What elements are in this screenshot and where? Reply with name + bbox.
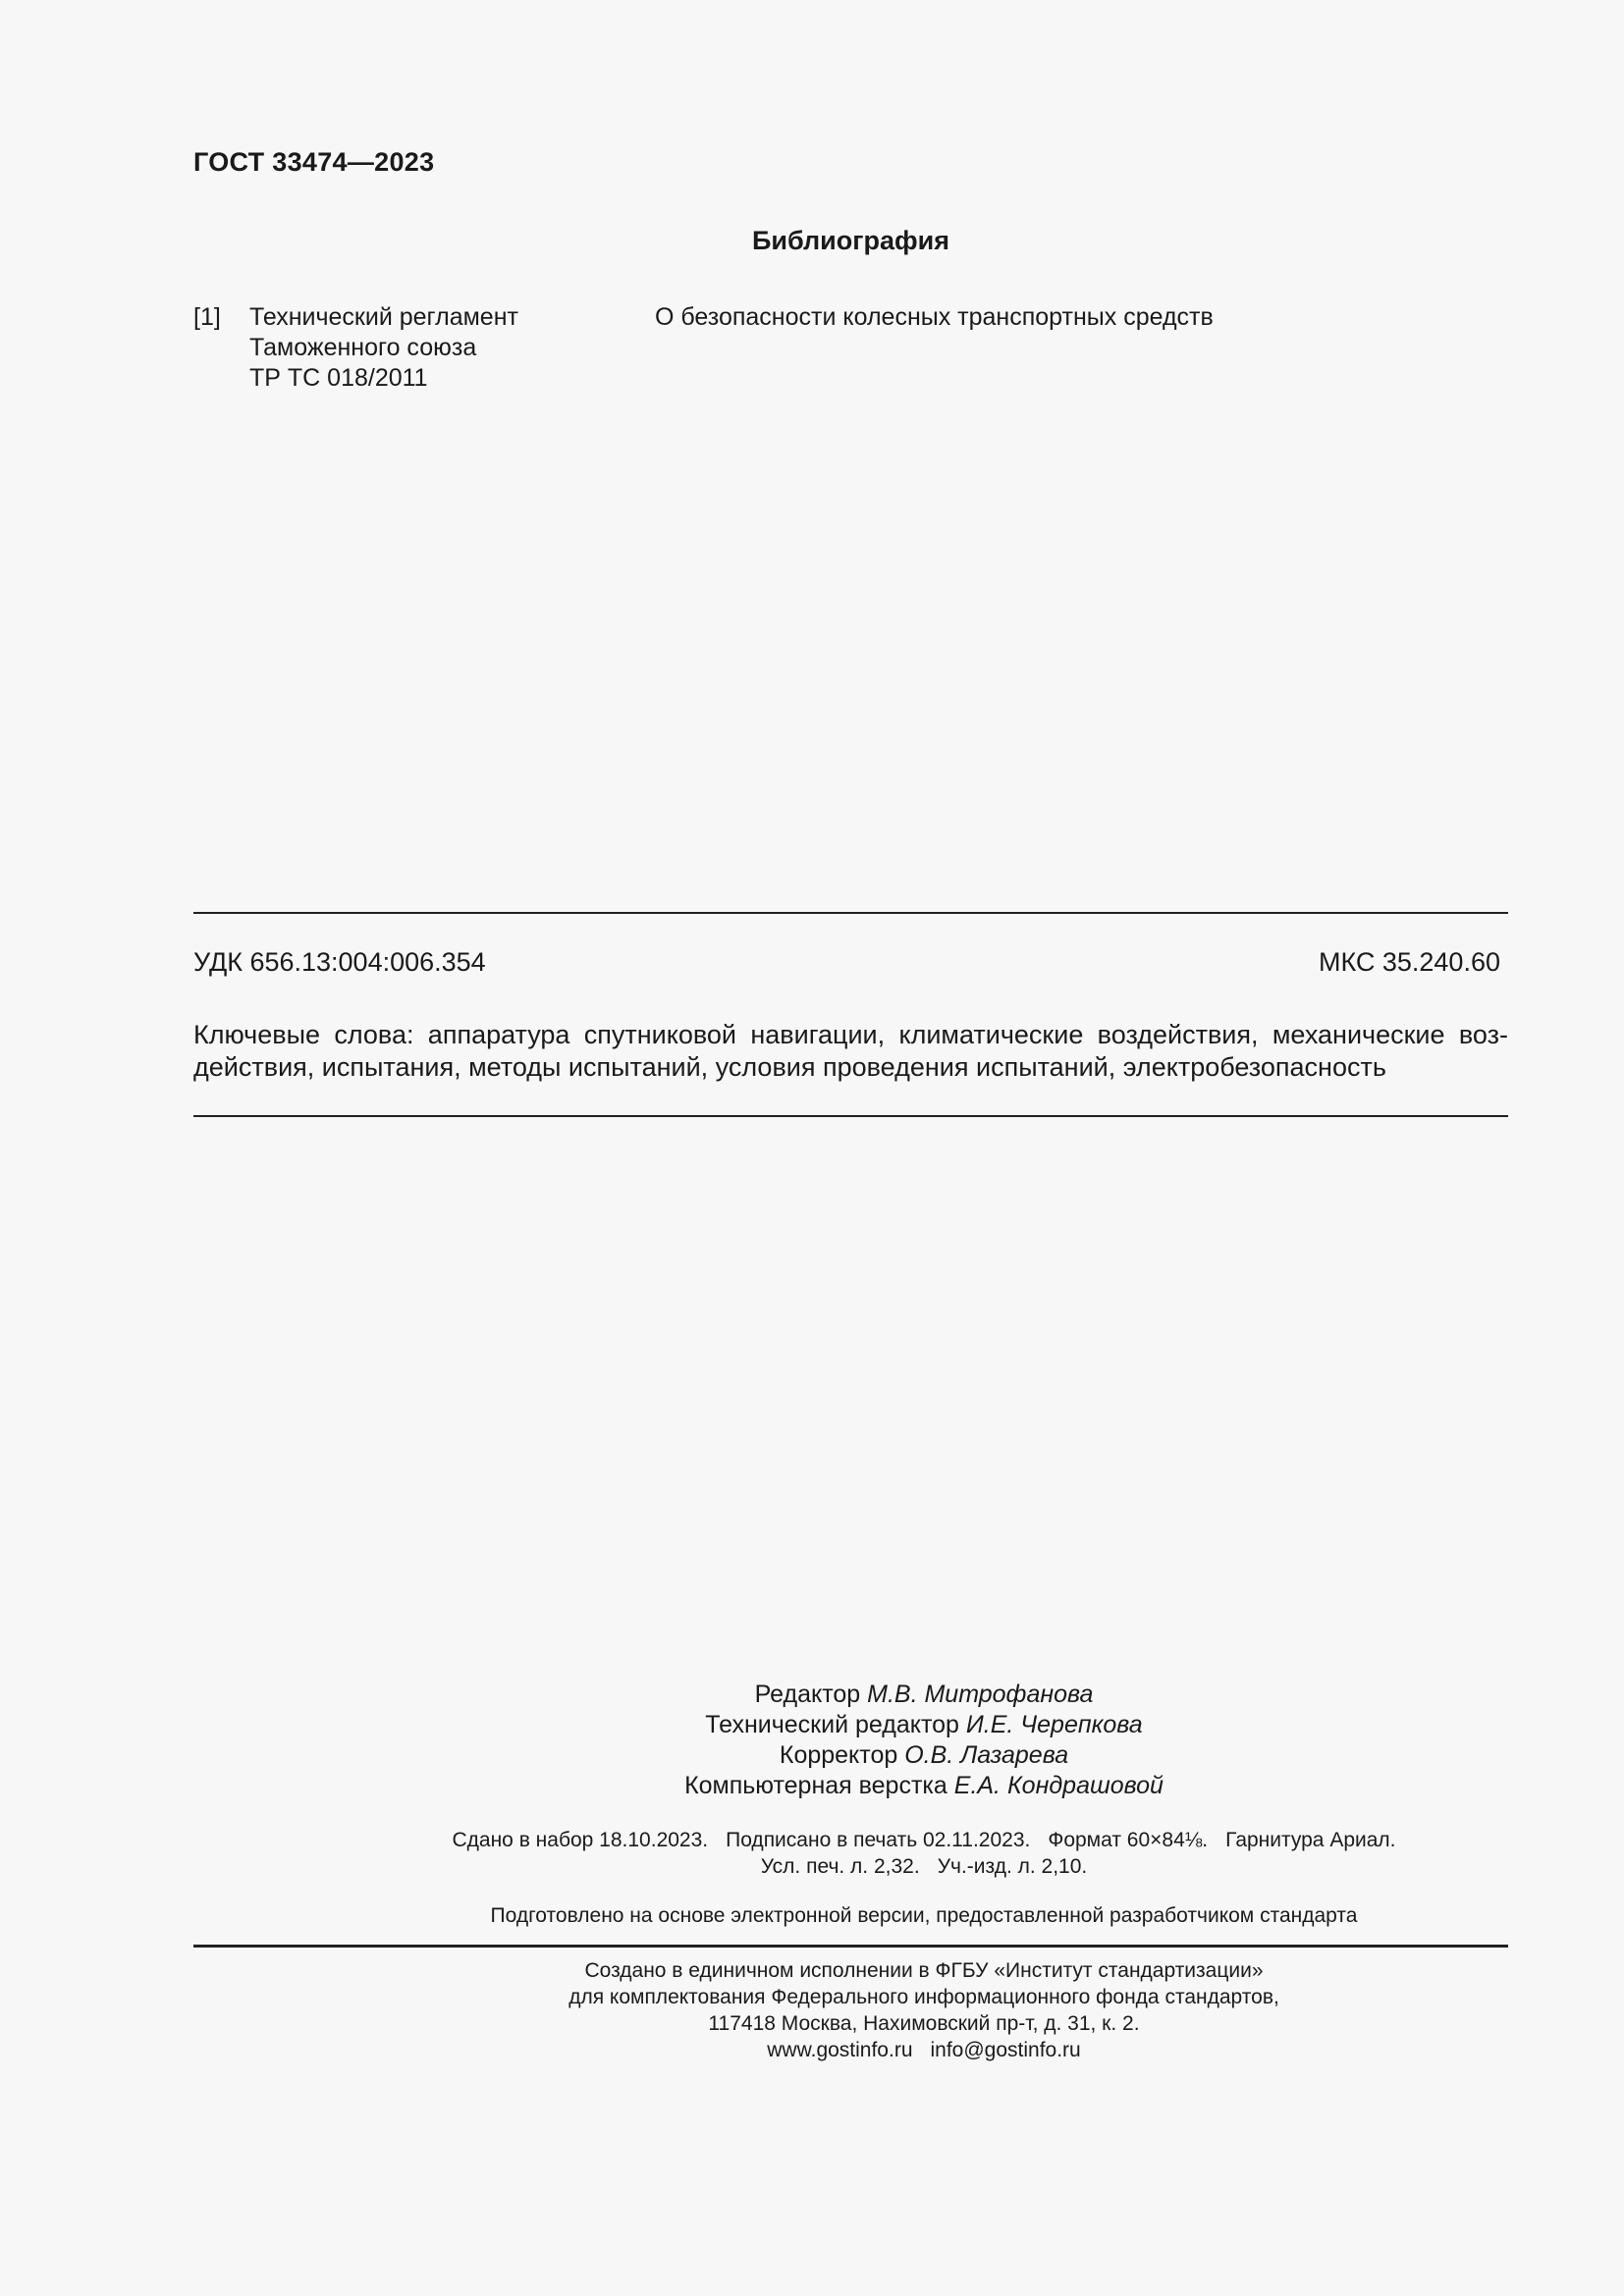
bibliography-document-line: ТР ТС 018/2011 xyxy=(249,364,428,392)
credit-role: Компьютерная верстка xyxy=(684,1772,947,1799)
udk-code: УДК 656.13:004:006.354 xyxy=(193,947,486,977)
website-link[interactable]: www.gostinfo.ru xyxy=(767,2039,913,2061)
divider-top xyxy=(193,912,1508,914)
credit-line xyxy=(0,1771,1624,1801)
imprint-format: Формат 60×84⅛. xyxy=(1048,1829,1209,1851)
keywords: Ключевые слова: аппаратура спутниковой навигации, климатические воздействия, механические воз-действия, испытания, методы испытаний, условия проведения испытаний, электробезопасность xyxy=(193,1020,1508,1082)
imprint-print-sheets: Усл. печ. л. 2,32. xyxy=(760,1855,920,1878)
credit-name: М.В. Митрофанова xyxy=(867,1681,1094,1708)
credits-block xyxy=(0,1680,1624,1801)
bibliography-document-line: Таможенного союза xyxy=(249,334,477,361)
credit-role: Корректор xyxy=(779,1741,898,1769)
credit-line xyxy=(0,1710,1624,1740)
divider-footer xyxy=(193,1945,1508,1948)
footer-line: 117418 Москва, Нахимовский пр-т, д. 31, к. 2. xyxy=(708,2012,1140,2035)
footer-contacts xyxy=(0,2037,1624,2063)
email-link[interactable]: info@gostinfo.ru xyxy=(930,2039,1081,2061)
publisher-footer xyxy=(0,1957,1624,2063)
bibliography-entry-description: О безопасности колесных транспортных средств xyxy=(655,303,1214,331)
prepared-note: Подготовлено на основе электронной версии, предоставленной разработчиком стандарта xyxy=(490,1904,1358,1927)
imprint-signed: Подписано в печать 02.11.2023. xyxy=(726,1829,1031,1851)
document-code: ГОСТ 33474—2023 xyxy=(193,147,435,177)
mks-code: МКС 35.240.60 xyxy=(1318,947,1500,977)
divider-bottom xyxy=(193,1115,1508,1117)
bibliography-document-line: Технический регламент xyxy=(249,303,518,331)
imprint-typeface: Гарнитура Ариал. xyxy=(1225,1829,1396,1851)
credit-role: Редактор xyxy=(754,1681,861,1708)
bibliography-entry-number: [1] xyxy=(193,303,221,331)
bibliography-entry-document xyxy=(249,302,603,394)
bibliography-title: Библиография xyxy=(752,226,949,255)
credit-name: И.Е. Черепкова xyxy=(965,1711,1143,1738)
credit-name: О.В. Лазарева xyxy=(904,1741,1069,1769)
credit-line xyxy=(0,1740,1624,1771)
credit-line xyxy=(0,1680,1624,1710)
footer-line: Создано в единичном исполнении в ФГБУ «Институт стандартизации» xyxy=(584,1959,1264,1982)
imprint-publishing-sheets: Уч.-изд. л. 2,10. xyxy=(937,1855,1088,1878)
imprint-line-2 xyxy=(0,1853,1624,1880)
imprint-line-1 xyxy=(0,1827,1624,1853)
imprint-submitted: Сдано в набор 18.10.2023. xyxy=(452,1829,709,1851)
credit-name: Е.А. Кондрашовой xyxy=(953,1772,1164,1799)
credit-role: Технический редактор xyxy=(705,1711,959,1738)
imprint-block xyxy=(0,1827,1624,1880)
footer-line: для комплектования Федерального информационного фонда стандартов, xyxy=(568,1986,1279,2008)
